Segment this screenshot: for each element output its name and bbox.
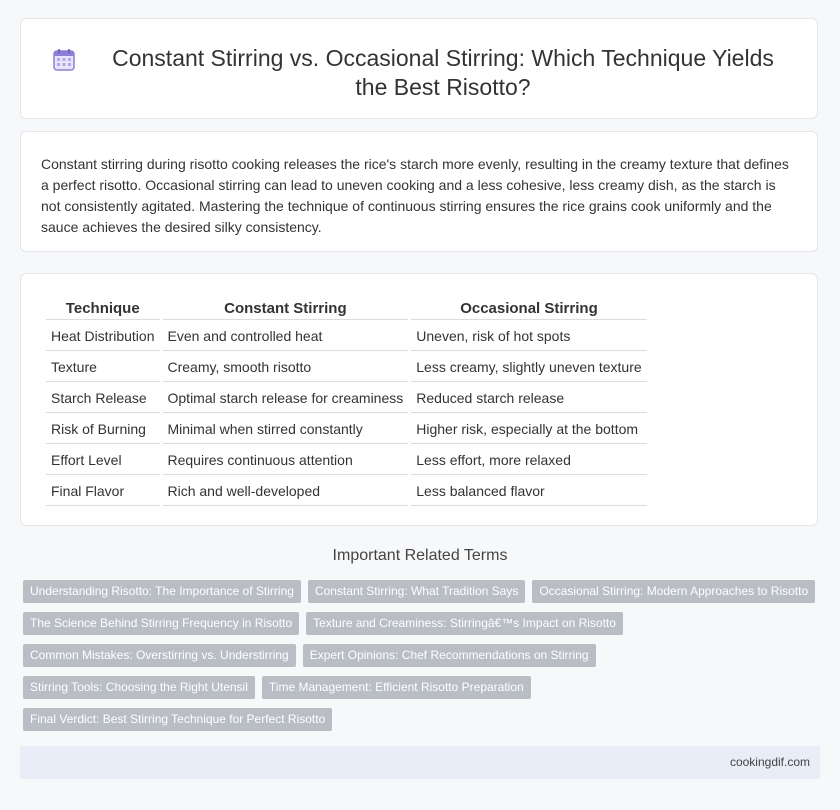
- related-terms-title: Important Related Terms: [332, 547, 508, 564]
- related-term-tag[interactable]: Occasional Stirring: Modern Approaches to Risotto: [532, 580, 815, 603]
- table-row: [46, 477, 647, 506]
- technique-cell: Heat Distribution: [46, 322, 160, 351]
- occasional-cell: Reduced starch release: [411, 384, 646, 413]
- table-row: [46, 415, 647, 444]
- technique-cell: Risk of Burning: [46, 415, 160, 444]
- header-technique: Technique: [46, 296, 160, 320]
- related-terms-list: [23, 580, 823, 740]
- related-term-tag[interactable]: Understanding Risotto: The Importance of Stirring: [23, 580, 301, 603]
- constant-cell: Even and controlled heat: [163, 322, 409, 351]
- intro-paragraph: Constant stirring during risotto cooking releases the rice's starch more evenly, resulting in the creamy texture that defines a perfect risotto. Occasional stirring can lead to uneven cooking and a less cohesive, less creamy dish, as the starch is not consistently agitated. Mastering the technique of continuous stirring ensures the rice grains cook uniformly and the sauce achieves the desired silky consistency.: [41, 156, 789, 235]
- table-header-row: [46, 296, 647, 320]
- related-term-tag[interactable]: Constant Stirring: What Tradition Says: [308, 580, 525, 603]
- technique-cell: Effort Level: [46, 446, 160, 475]
- comparison-table: [43, 294, 650, 508]
- occasional-cell: Less effort, more relaxed: [411, 446, 646, 475]
- header-constant-stirring: Constant Stirring: [163, 296, 409, 320]
- header-occasional-stirring: Occasional Stirring: [411, 296, 646, 320]
- related-term-tag[interactable]: Final Verdict: Best Stirring Technique for Perfect Risotto: [23, 708, 332, 731]
- table-row: [46, 353, 647, 382]
- footer-site-link[interactable]: cookingdif.com: [729, 755, 810, 769]
- footer: [20, 746, 820, 779]
- title-card: [20, 18, 818, 119]
- comparison-card: [20, 273, 818, 526]
- constant-cell: Optimal starch release for creaminess: [163, 384, 409, 413]
- technique-cell: Final Flavor: [46, 477, 160, 506]
- constant-cell: Requires continuous attention: [163, 446, 409, 475]
- related-term-tag[interactable]: Expert Opinions: Chef Recommendations on Stirring: [303, 644, 596, 667]
- occasional-cell: Less balanced flavor: [411, 477, 646, 506]
- related-term-tag[interactable]: Time Management: Efficient Risotto Preparation: [262, 676, 531, 699]
- page-title: Constant Stirring vs. Occasional Stirring: Which Technique Yields the Best Risotto?: [112, 45, 774, 100]
- table-row: [46, 322, 647, 351]
- constant-cell: Rich and well-developed: [163, 477, 409, 506]
- technique-cell: Starch Release: [46, 384, 160, 413]
- technique-cell: Texture: [46, 353, 160, 382]
- table-row: [46, 384, 647, 413]
- table-row: [46, 446, 647, 475]
- calendar-icon: [51, 47, 77, 73]
- constant-cell: Minimal when stirred constantly: [163, 415, 409, 444]
- related-term-tag[interactable]: Texture and Creaminess: Stirringâ€™s Impact on Risotto: [306, 612, 623, 635]
- constant-cell: Creamy, smooth risotto: [163, 353, 409, 382]
- occasional-cell: Higher risk, especially at the bottom: [411, 415, 646, 444]
- occasional-cell: Less creamy, slightly uneven texture: [411, 353, 646, 382]
- related-term-tag[interactable]: Common Mistakes: Overstirring vs. Understirring: [23, 644, 296, 667]
- related-term-tag[interactable]: The Science Behind Stirring Frequency in Risotto: [23, 612, 299, 635]
- intro-card: [20, 131, 818, 252]
- related-term-tag[interactable]: Stirring Tools: Choosing the Right Utensil: [23, 676, 255, 699]
- occasional-cell: Uneven, risk of hot spots: [411, 322, 646, 351]
